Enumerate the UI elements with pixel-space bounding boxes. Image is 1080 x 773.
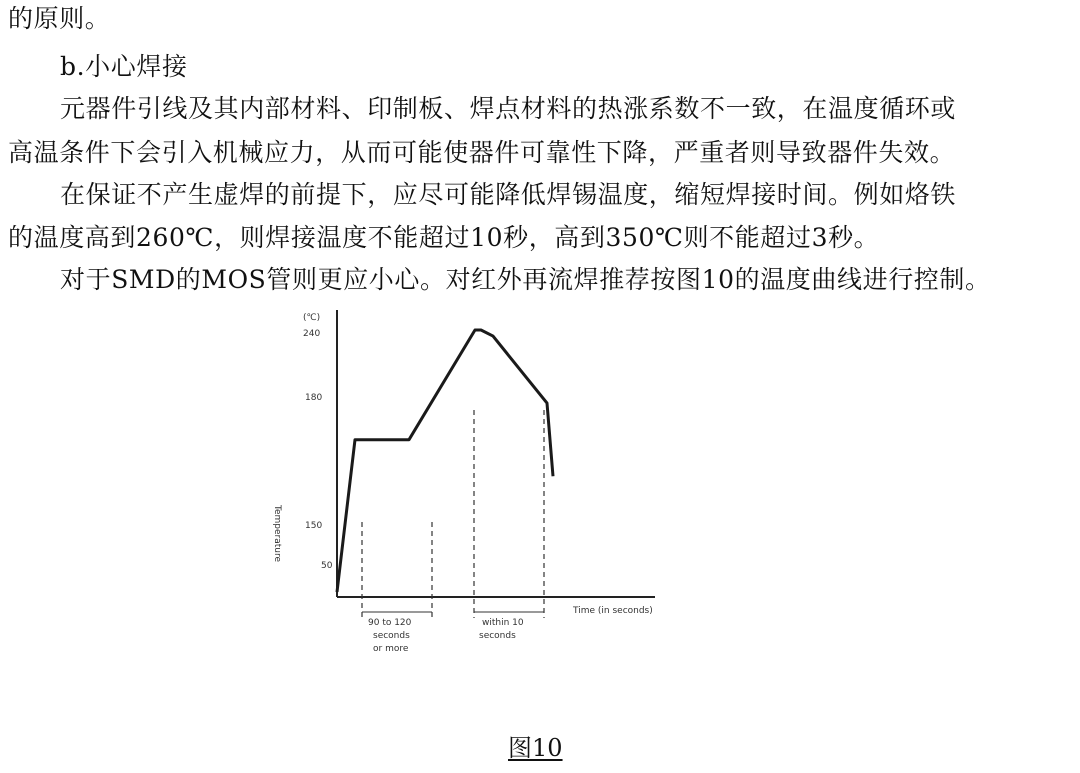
paragraph-line: 对于SMD的MOS管则更应小心。对红外再流焊推荐按图10的温度曲线进行控制。 xyxy=(60,265,991,294)
paragraph-line: 在保证不产生虚焊的前提下，应尽可能降低焊锡温度，缩短焊接时间。例如烙铁 xyxy=(60,180,957,209)
paragraph-line: 元器件引线及其内部材料、印制板、焊点材料的热涨系数不一致，在温度循环或 xyxy=(60,94,957,123)
reflow-chart xyxy=(255,300,715,675)
preheat-annotation-line: or more xyxy=(373,644,409,654)
x-axis-label: Time (in seconds) xyxy=(573,606,653,616)
y-axis-title: Temperature xyxy=(272,505,282,563)
y-unit-label: (℃) xyxy=(303,313,321,323)
paragraph-line: 的温度高到260℃，则焊接温度不能超过10秒，高到350℃则不能超过3秒。 xyxy=(8,223,880,252)
temperature-profile-line xyxy=(337,330,553,592)
y-tick-label: 150 xyxy=(305,521,323,531)
figure-caption: 图10 xyxy=(508,734,563,762)
reflow-profile-figure xyxy=(255,300,715,675)
preheat-annotation-line: seconds xyxy=(373,631,410,641)
y-tick-label: 240 xyxy=(303,329,321,339)
y-tick-label: 180 xyxy=(305,393,323,403)
y-tick-label: 50 xyxy=(321,561,333,571)
peak-annotation-line: seconds xyxy=(479,631,516,641)
paragraph-line: 的原则。 xyxy=(8,4,111,33)
paragraph-line: 高温条件下会引入机械应力，从而可能使器件可靠性下降，严重者则导致器件失效。 xyxy=(8,138,956,167)
preheat-annotation-line: 90 to 120 xyxy=(368,618,412,628)
peak-annotation-line: within 10 xyxy=(482,618,524,628)
section-heading: b.小心焊接 xyxy=(60,52,188,81)
